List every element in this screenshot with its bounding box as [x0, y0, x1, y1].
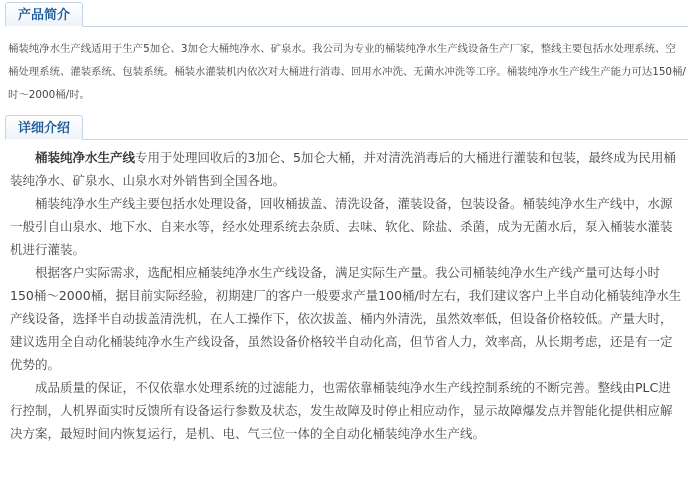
detail-intro-section — [0, 113, 692, 445]
detail-paragraph-4: 成品质量的保证，不仅依靠水处理系统的过滤能力，也需依靠桶装纯净水生产线控制系统的不断完善。整线由PLC进行控制，人机界面实时反馈所有设备运行参数及状态，发生故障及时停止相应动作，显示故障爆发点并智能化提供相应解决方案，最短时间内恢复运行，是机、电、气三位一体的全自动化桶装纯净水生产线。 — [10, 380, 673, 441]
product-name-bold: 桶装纯净水生产线 — [35, 150, 136, 165]
detail-paragraph-1 — [10, 146, 682, 192]
detail-paragraph-2: 桶装纯净水生产线主要包括水处理设备，回收桶拔盖、清洗设备，灌装设备，包装设备。桶装纯净水生产线中，水源一般引自山泉水、地下水、自来水等，经水处理系统去杂质、去味、软化、除盐、杀菌，成为无菌水后，泵入桶装水灌装机进行灌装。 — [10, 196, 673, 257]
product-intro-text: 桶装纯净水生产线适用于生产5加仑、3加仑大桶纯净水、矿泉水。我公司为专业的桶装纯净水生产线设备生产厂家，整线主要包括水处理系统、空桶处理系统、灌装系统、包装系统。桶装水灌装机内依次对大桶进行消毒、回用水冲洗、无菌水冲洗等工序。桶装纯净水生产线生产能力可达150桶/时～2000桶/时。 — [8, 43, 686, 101]
product-intro-header — [5, 0, 688, 27]
detail-paragraph-3: 根据客户实际需求，选配相应桶装纯净水生产线设备，满足实际生产量。我公司桶装纯净水生产线产量可达每小时150桶～2000桶，据目前实际经验，初期建厂的客户一般要求产量100桶/时左右，我们建议客户上半自动化桶装纯净水生产线设备，选择半自动拔盖清洗机，在人工操作下，依次拔盖、桶内外清洗，虽然效率低，但设备价格较低。产量大时，建议选用全自动化桶装纯净水生产线设备，虽然设备价格较半自动化高，但节省人力，效率高，从长期考虑，还是有一定优势的。 — [10, 265, 682, 372]
detail-intro-tab: 详细介绍 — [5, 115, 83, 140]
detail-intro-header — [5, 113, 688, 140]
detail-paragraph-1-text: 专用于处理回收后的3加仑、5加仑大桶，并对清洗消毒后的大桶进行灌装和包装，最终成为民用桶装纯净水、矿泉水、山泉水对外销售到全国各地。 — [10, 150, 676, 188]
product-intro-tab: 产品简介 — [5, 2, 83, 27]
product-intro-section — [0, 0, 692, 107]
detail-intro-body — [10, 146, 682, 445]
